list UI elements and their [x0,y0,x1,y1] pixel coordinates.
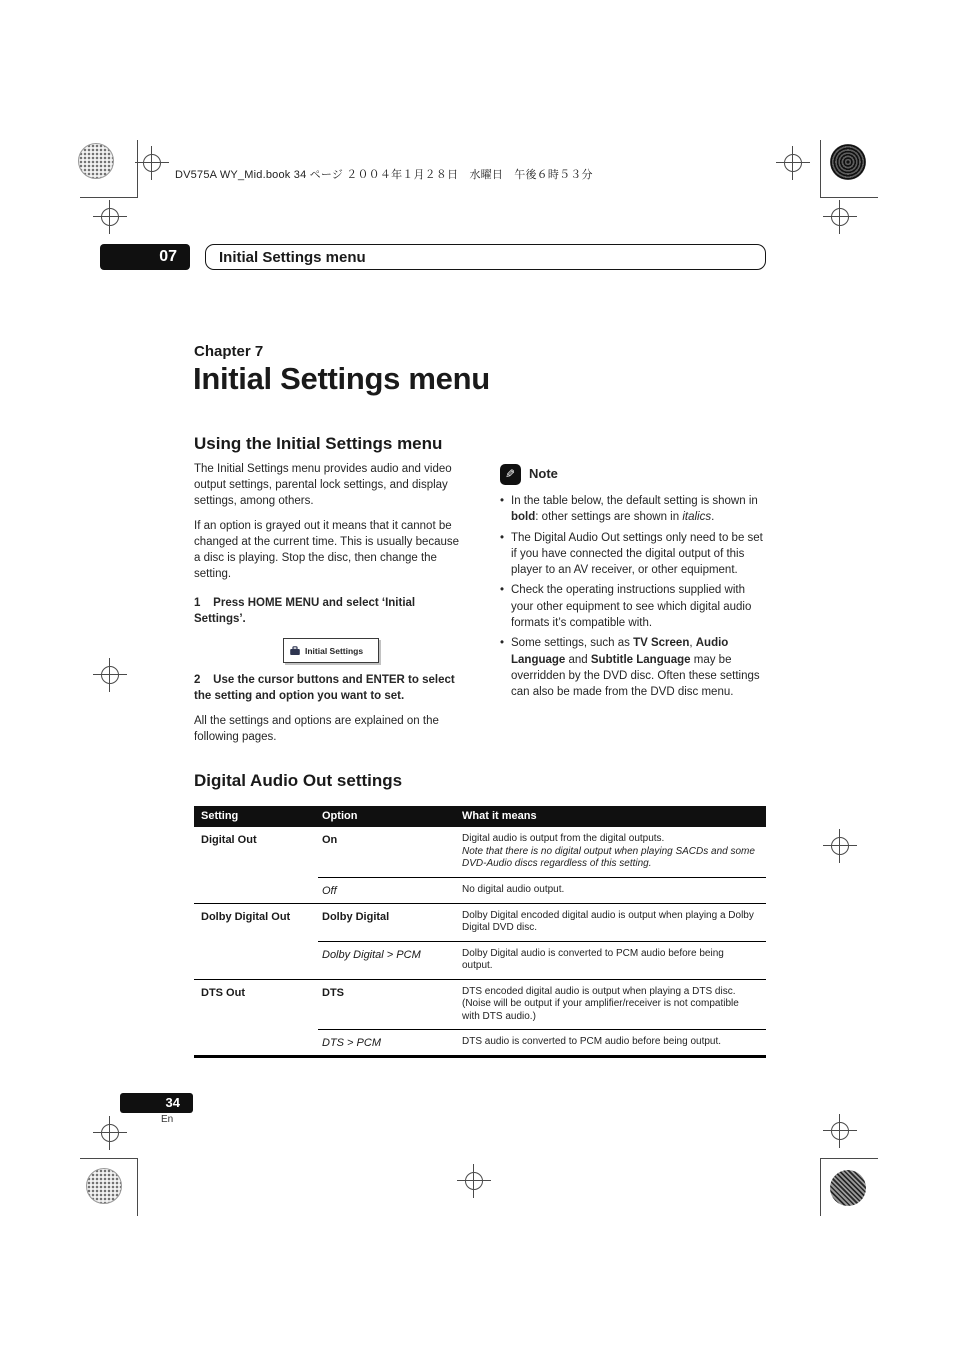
meaning-cell: No digital audio output. [462,883,565,895]
section-heading-digital-audio: Digital Audio Out settings [194,771,403,790]
column-header-meaning: What it means [462,810,537,822]
page-number-badge: 34 [120,1093,193,1113]
halftone-patch [830,1170,866,1206]
note-bullet: • The Digital Audio Out settings only need to be set if you have connected the digital output of this player to an AV receiver, or other equipment. [500,530,768,579]
table-row [194,827,766,877]
note-icon: ✎ [500,464,521,485]
table-group-dts-out [194,980,766,1059]
note-bullet: • Check the operating instructions supplied with your other equipment to see which digital audio formats it’s compatible with. [500,582,768,631]
registration-mark [457,1164,491,1198]
column-header-setting: Setting [201,810,239,822]
section-heading-using: Using the Initial Settings menu [194,434,443,453]
meaning-cell: Dolby Digital audio is converted to PCM audio before being output. [462,947,724,971]
registration-mark [135,146,169,180]
body-paragraph: If an option is grayed out it means that it cannot be changed at the current time. This is usually because a disc is playing. Stop the disc, then change the setting. [194,520,460,580]
initial-settings-icon [289,645,301,657]
table-row [194,942,766,979]
body-paragraph: All the settings and options are explained on the following pages. [194,715,439,743]
table-group-dolby-digital-out [194,904,766,980]
registration-mark [823,829,857,863]
registration-mark [823,200,857,234]
registration-mark [776,146,810,180]
crop-mark [820,1158,821,1216]
crop-mark [137,1158,138,1216]
note-header [500,464,768,485]
initial-settings-button-figure [283,638,379,663]
table-header-row [194,806,766,827]
option-cell: Dolby Digital [322,910,390,923]
halftone-patch [830,144,866,180]
table-row [194,980,766,1030]
chapter-number-badge: 07 [100,244,190,270]
setting-cell: Dolby Digital Out [201,910,291,923]
crop-mark [820,140,821,198]
halftone-patch [78,143,114,179]
setting-cell [194,942,315,979]
meaning-cell: DTS encoded digital audio is output when playing a DTS disc. (Noise will be output if your amplifier/receiver is not compatible with DTS audio.) [462,985,739,1022]
initial-settings-button-label: Initial Settings [305,645,364,656]
crop-mark [80,197,138,198]
step-2: 2 Use the cursor buttons and ENTER to select the setting and option you want to set. [194,674,455,702]
registration-mark [823,1114,857,1148]
table-group-digital-out [194,827,766,904]
registration-mark [93,1116,127,1150]
setting-cell: Digital Out [201,834,257,846]
crop-mark [820,1158,878,1159]
table-row [194,904,766,941]
column-header-option: Option [322,810,358,822]
meaning-cell: Digital audio is output from the digital outputs. Note that there is no digital output when playing SACDs and some DVD-Audio discs regardless of this setting. [462,833,755,869]
language-label: En [161,1114,174,1125]
print-header: DV575A WY_Mid.book 34 ページ ２００４年１月２８日 水曜日 午後６時５３分 [175,169,593,181]
option-cell: Off [322,884,337,897]
meaning-cell: DTS audio is converted to PCM audio before being output. [462,1036,722,1047]
left-column [194,461,468,754]
step-1: 1 Press HOME MENU and select ‘Initial Settings’. [194,597,416,625]
setting-cell [194,1030,315,1055]
option-cell: Dolby Digital > PCM [322,948,421,961]
crop-mark [80,1158,138,1159]
option-cell: DTS [322,986,344,999]
registration-mark [93,658,127,692]
table-row [194,878,766,903]
note-heading: Note [529,466,558,482]
setting-cell [194,878,315,903]
setting-cell: DTS Out [201,986,245,999]
chapter-title-box: Initial Settings menu [205,244,766,270]
table-row [194,1030,766,1055]
option-cell: On [322,834,338,846]
meaning-cell: Dolby Digital encoded digital audio is output when playing a Dolby Digital DVD disc. [462,909,754,933]
page-title: Initial Settings menu [193,361,490,396]
body-paragraph: The Initial Settings menu provides audio and video output settings, parental lock settings, and display settings, among others. [194,463,452,507]
registration-mark [93,200,127,234]
note-panel [500,464,768,705]
settings-table [194,806,766,1058]
note-bullet: • In the table below, the default setting is shown in bold: other settings are shown in italics. [500,493,768,526]
crop-mark [820,197,878,198]
halftone-patch [86,1168,122,1204]
chapter-label: Chapter 7 [194,343,264,360]
note-bullet: • Some settings, such as TV Screen, Audio Language and Subtitle Language may be overridden by the DVD disc. Often these settings can also be made from the DVD disc menu. [500,635,768,700]
option-cell: DTS > PCM [322,1037,381,1049]
